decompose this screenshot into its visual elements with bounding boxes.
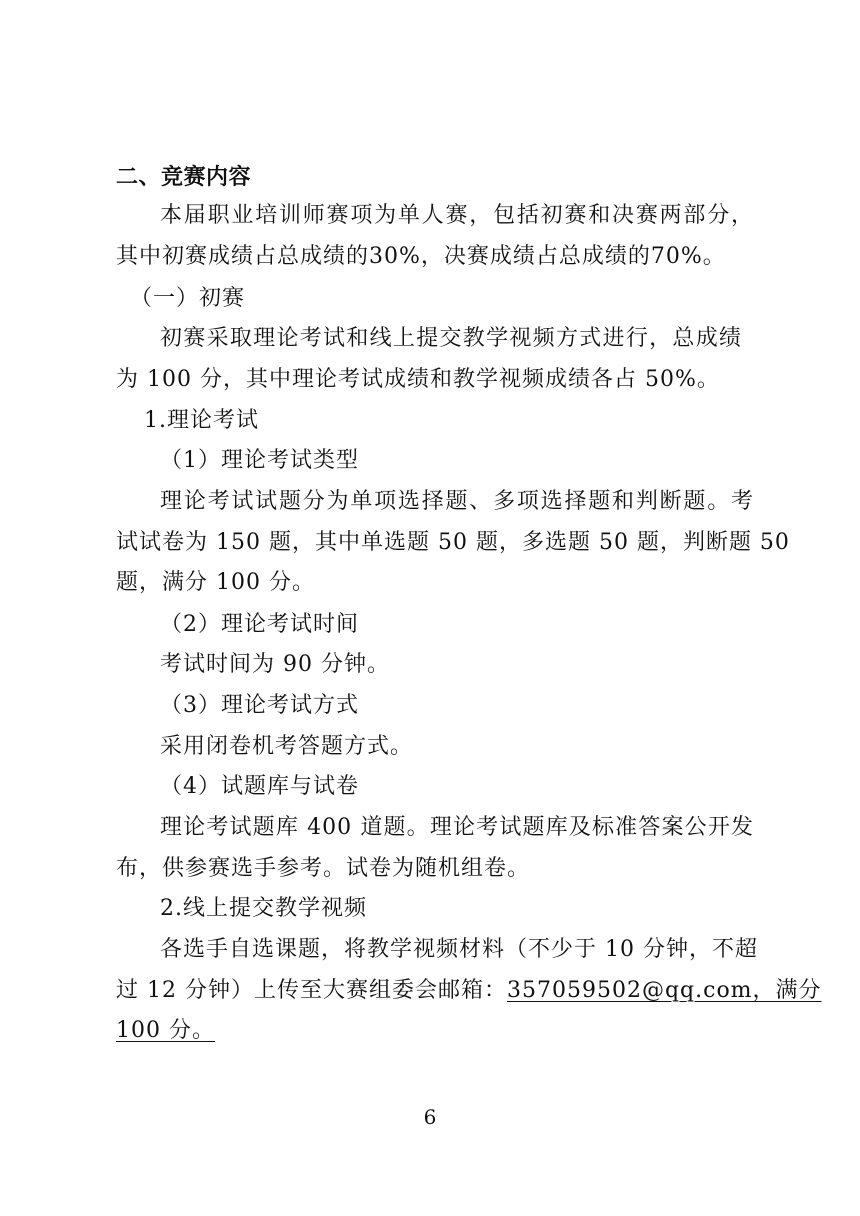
theory-bank-line-1: 理论考试题库 400 道题。理论考试题库及标准答案公开发 [160,815,754,840]
preliminary-desc-line-1: 初赛采取理论考试和线上提交教学视频方式进行，总成绩 [160,326,742,351]
theory-bank-title: （4）试题库与试卷 [160,774,359,799]
intro-line-1: 本届职业培训师赛项为单人赛，包括初赛和决赛两部分， [160,203,754,228]
theory-type-title: （1）理论考试类型 [160,448,359,473]
page-number: 6 [423,1105,437,1129]
theory-type-line-1: 理论考试试题分为单项选择题、多项选择题和判断题。考 [160,489,754,514]
intro-line-2: 其中初赛成绩占总成绩的30%，决赛成绩占总成绩的70%。 [116,244,726,269]
theory-type-line-2: 试试卷为 150 题，其中单选题 50 题，多选题 50 题，判断题 50 [116,530,790,555]
theory-type-line-3: 题，满分 100 分。 [116,570,315,595]
email-link[interactable]: 357059502@qq.com，满分 [506,978,822,1003]
video-title: 2.线上提交教学视频 [160,896,367,921]
preliminary-title: （一）初赛 [130,286,246,311]
video-line-1: 各选手自选课题，将教学视频材料（不少于 10 分钟，不超 [160,937,758,962]
theory-method-text: 采用闭卷机考答题方式。 [160,734,414,759]
theory-time-title: （2）理论考试时间 [160,612,359,637]
video-line-3: 100 分。 [116,1018,215,1043]
video-line-2 [116,976,822,1006]
theory-method-title: （3）理论考试方式 [160,693,359,718]
preliminary-desc-line-2: 为 100 分，其中理论考试成绩和教学视频成绩各占 50%。 [116,367,720,392]
video-line-2-prefix: 过 12 分钟）上传至大赛组委会邮箱： [116,978,507,1003]
theory-bank-line-2: 布，供参赛选手参考。试卷为随机组卷。 [116,856,531,881]
theory-time-text: 考试时间为 90 分钟。 [160,652,390,677]
section-title: 二、竞赛内容 [116,165,252,190]
theory-title: 1.理论考试 [144,408,259,433]
